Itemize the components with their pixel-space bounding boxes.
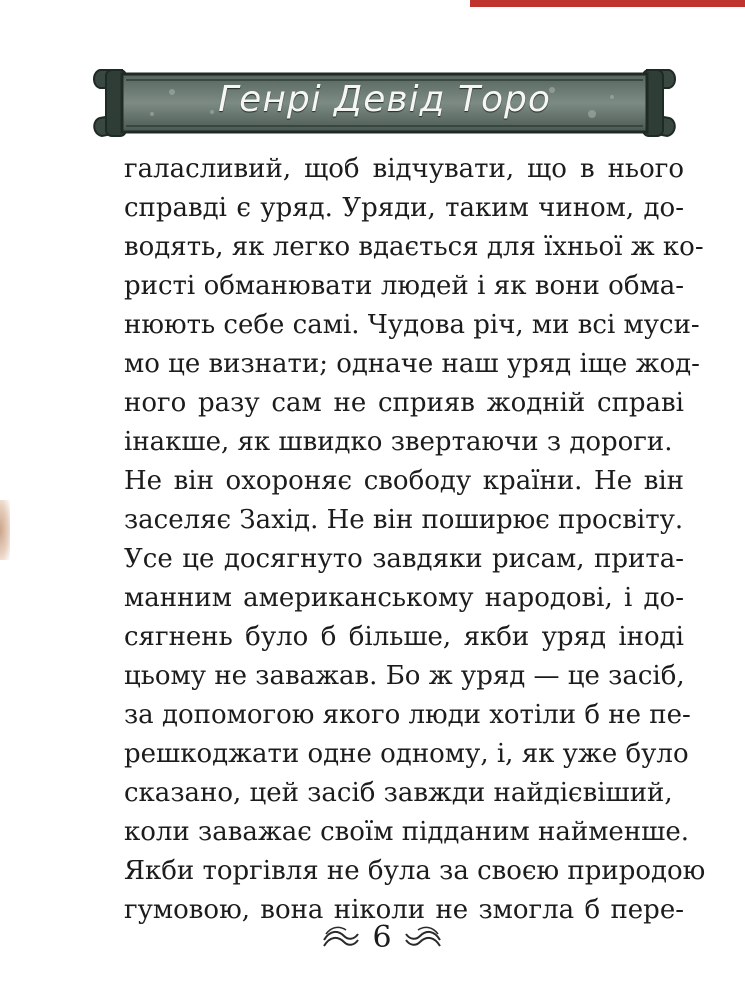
text-line: гумовою, вона ніколи не змогла б пере- [124,895,684,925]
swirl-ornament-icon [322,924,360,950]
body-text [124,150,706,930]
text-line: заселяє Захід. Не він поширює просвіту. [124,505,684,535]
text-line: ного разу сам не сприяв жодній справі [124,388,684,418]
text-line: за допомогою якого люди хотіли б не пе- [124,700,691,730]
text-line: Якби торгівля не була за своєю природою [124,856,706,886]
text-line: цьому не заважав. Бо ж уряд — це засіб, [124,661,685,691]
text-line: справді є уряд. Уряди, таким чином, до- [124,193,684,223]
page-footer [0,918,745,958]
text-line: сказано, цей засіб завжди найдієвіший, [124,778,673,808]
running-header [92,52,677,148]
page-left-edge-mark [0,500,10,560]
swirl-ornament-icon [404,924,442,950]
red-edge-strip [470,0,745,7]
text-line: водять, як легко вдається для їхньої ж ко- [124,232,704,262]
text-line: інакше, як швидко звертаючи з дороги. [124,427,673,457]
running-header-title: Генрі Девід Торо [218,79,551,120]
text-line: галасливий, щоб відчувати, що в нього [124,154,684,184]
text-line: ристі обманювати людей і як вони обма- [124,271,684,301]
text-line: нюють себе самі. Чудова річ, ми всі муси- [124,310,700,340]
text-line: сягнень було б більше, якби уряд іноді [124,622,684,652]
page-top-edge [0,0,745,14]
text-line: решкоджати одне одному, і, як уже було [124,739,689,769]
text-line: мо це визнати; одначе наш уряд іще жод- [124,349,700,379]
text-line: Усе це досягнуто завдяки рисам, прита- [124,544,684,574]
page-number: 6 [372,920,392,955]
text-line: коли заважає своїм підданим найменше. [124,817,689,847]
text-line: Не він охороняє свободу країни. Не він [124,466,684,496]
text-line: манним американському народові, і до- [124,583,684,613]
